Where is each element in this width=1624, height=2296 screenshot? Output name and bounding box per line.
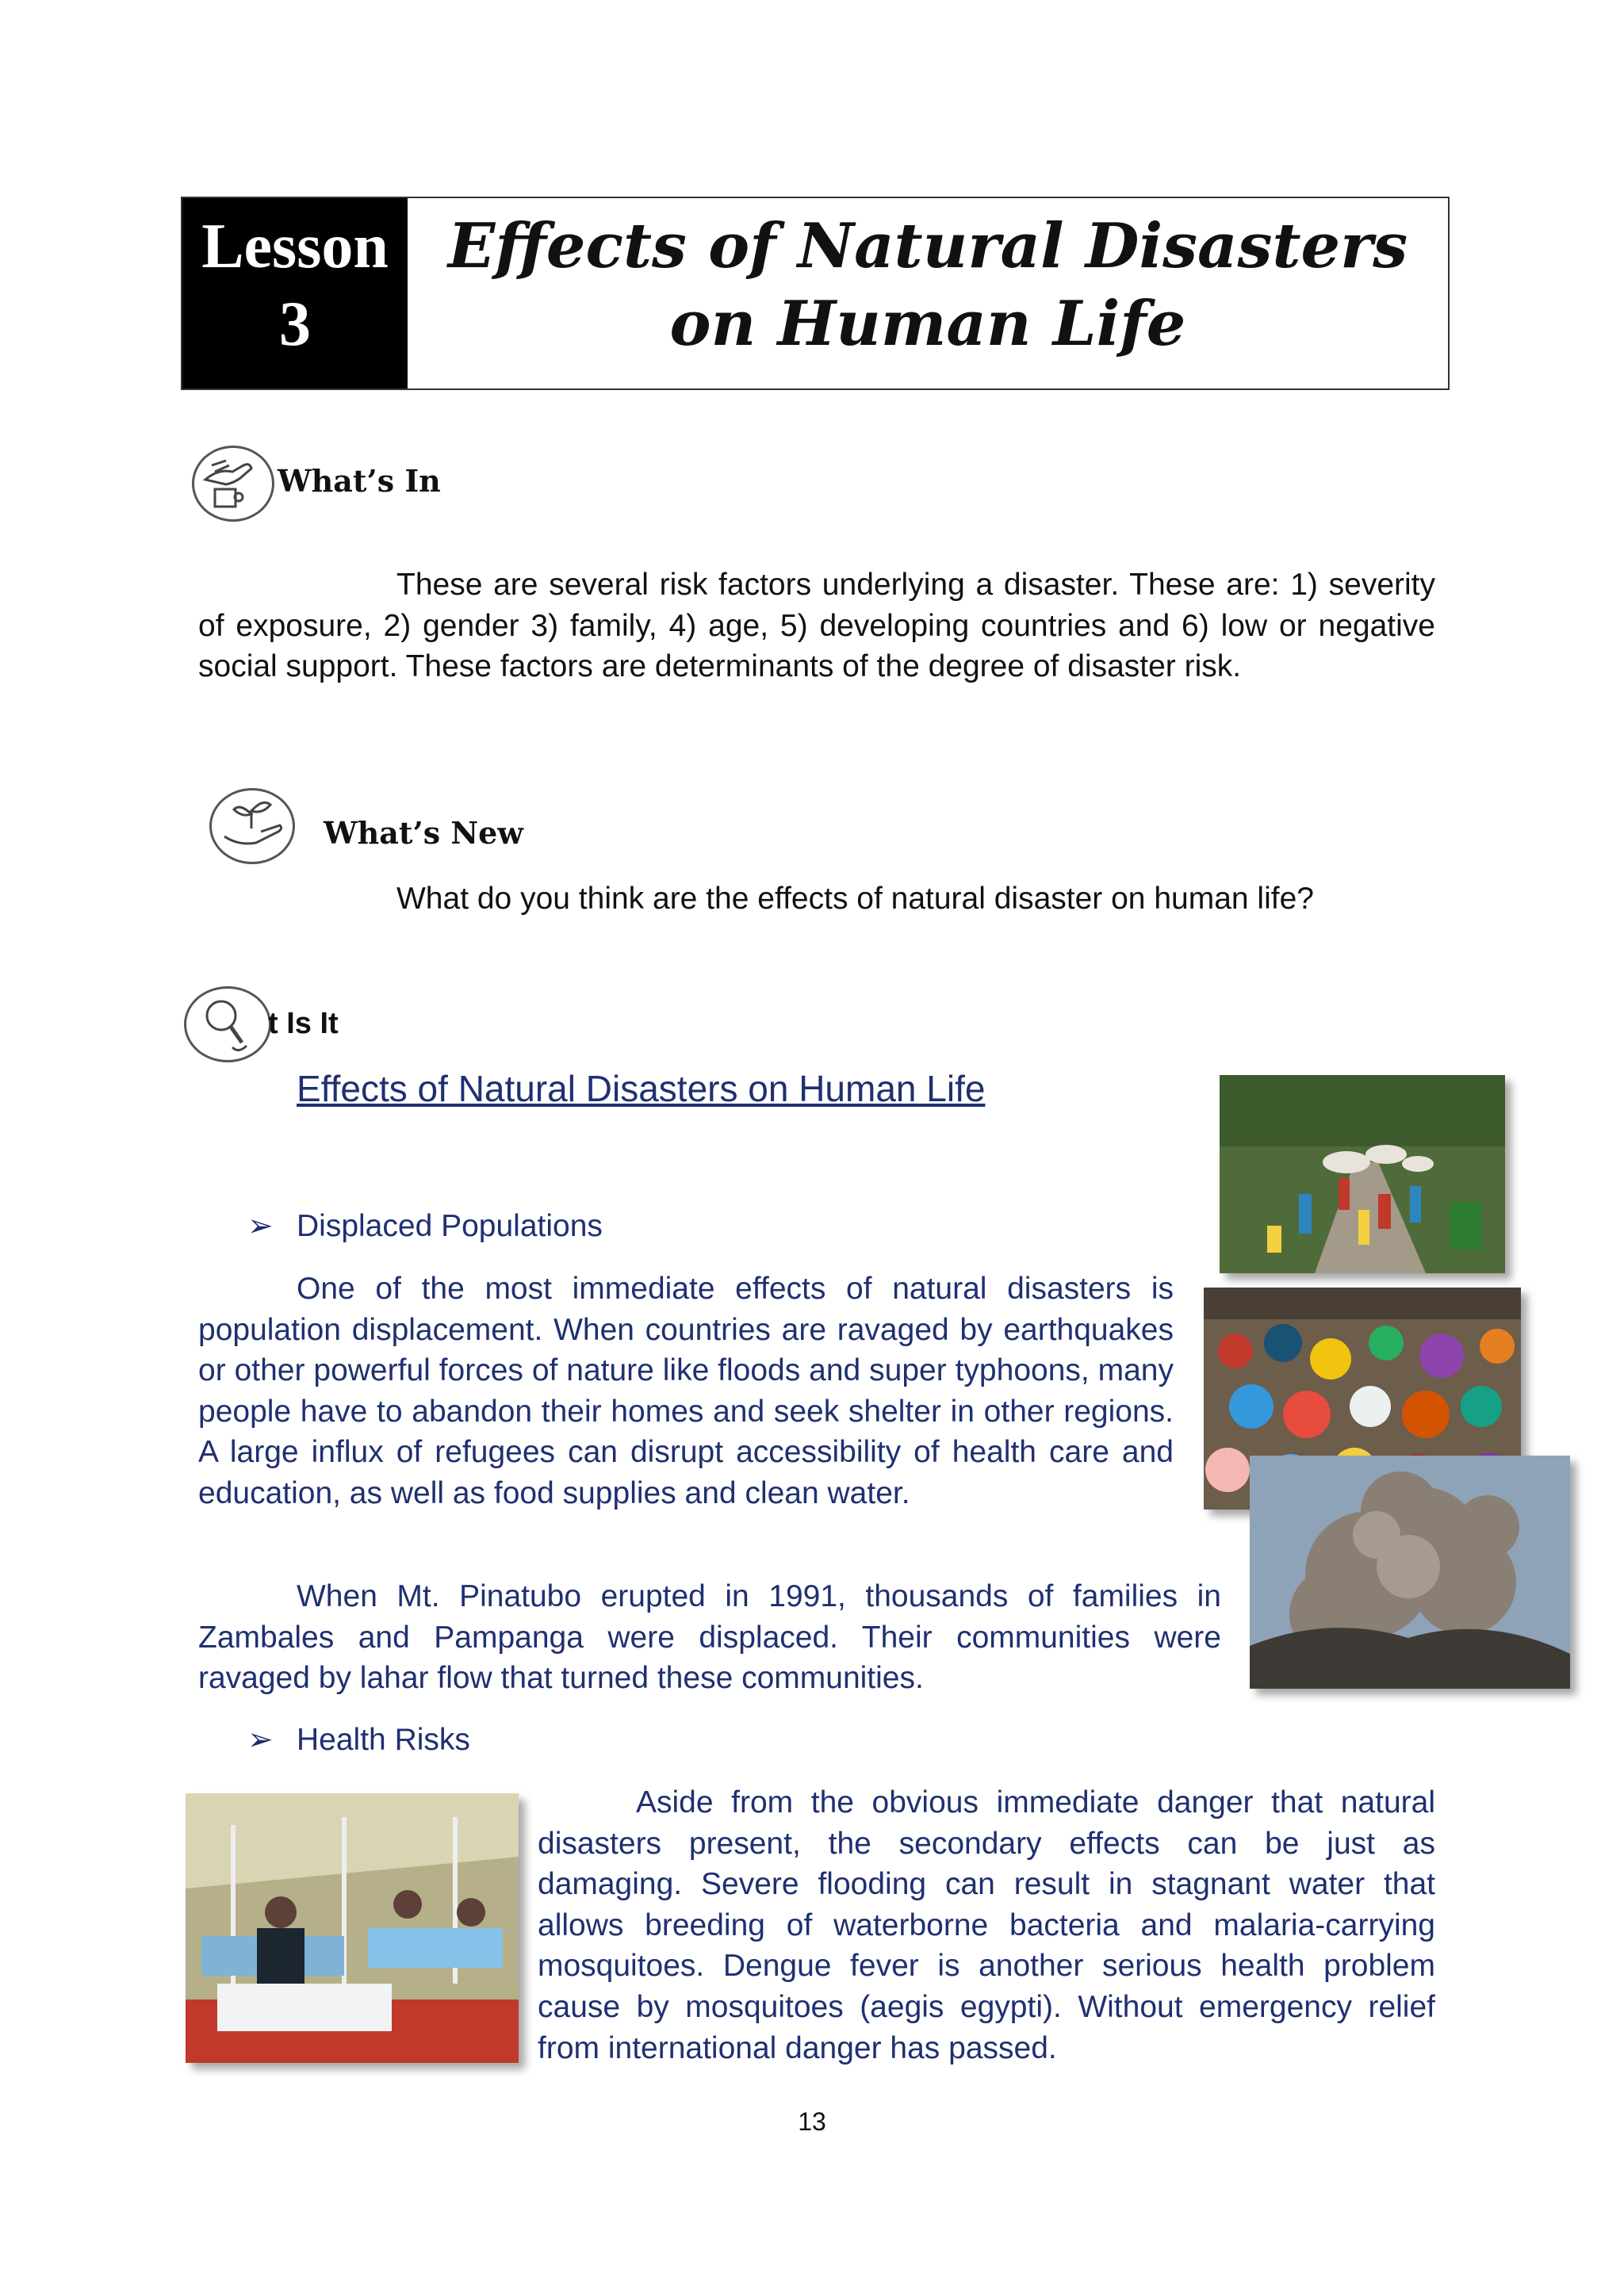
bullet-displaced-populations: ➢ Displaced Populations: [247, 1209, 603, 1243]
whats-in-heading: What’s In: [278, 463, 441, 499]
page-number: 13: [798, 2107, 826, 2136]
lesson-title-line2: on Human Life: [669, 288, 1186, 360]
topic-title: Effects of Natural Disasters on Human Life: [297, 1068, 986, 1109]
whats-in-paragraph: These are several risk factors underlying a disaster. These are: 1) severity of exposure, 2) gender 3) family, 4) age, 5) developing countries and 6) low or negative social support. These factors are determinants of the degree of disaster risk.: [198, 568, 1435, 684]
magnifier-icon: [184, 986, 271, 1062]
hand-puzzle-icon: [192, 446, 274, 522]
health-risks-paragraph: Aside from the obvious immediate danger that natural disasters present, the secondary effects can be just as damaging. Severe flooding can result in stagnant water that allows breeding of waterborne bacteria and malaria-carrying mosquitoes. Dengue fever is another serious health problem cause by mosquitoes (aegis egypti). Without emergency relief from international danger has passed.: [538, 1785, 1435, 2065]
lesson-number: 3: [279, 289, 311, 359]
lesson-title-line1: Effects of Natural Disasters: [447, 210, 1408, 282]
whats-new-heading: What’s New: [324, 815, 523, 851]
lesson-label: Lesson: [201, 212, 389, 281]
lesson-header: [181, 197, 1450, 390]
what-is-it-heading: t Is It: [268, 1007, 339, 1040]
arrow-bullet-icon: ➢: [247, 1723, 274, 1757]
evacuees-walking-photo: [1220, 1075, 1505, 1273]
pinatubo-paragraph: When Mt. Pinatubo erupted in 1991, thousands of families in Zambales and Pampanga were displaced. Their communities were ravaged by lahar flow that turned these communities.: [198, 1579, 1221, 1696]
bullet-health-risks: ➢ Health Risks: [247, 1723, 470, 1757]
field-hospital-photo: [186, 1793, 519, 2063]
hand-plant-icon: [209, 788, 295, 864]
displaced-paragraph: One of the most immediate effects of natural disasters is population displacement. When countries are ravaged by earthquakes or other powerful forces of nature like floods and super typhoons, many people have to abandon their homes and seek shelter in other regions. A large influx of refugees can disrupt accessibility of health care and education, as well as food supplies and clean water.: [198, 1272, 1174, 1510]
volcano-eruption-photo: [1250, 1456, 1570, 1689]
lesson-title: [408, 198, 1448, 388]
lesson-number-block: [182, 198, 408, 388]
arrow-bullet-icon: ➢: [247, 1209, 274, 1243]
whats-new-question: What do you think are the effects of natural disaster on human life?: [396, 882, 1314, 916]
